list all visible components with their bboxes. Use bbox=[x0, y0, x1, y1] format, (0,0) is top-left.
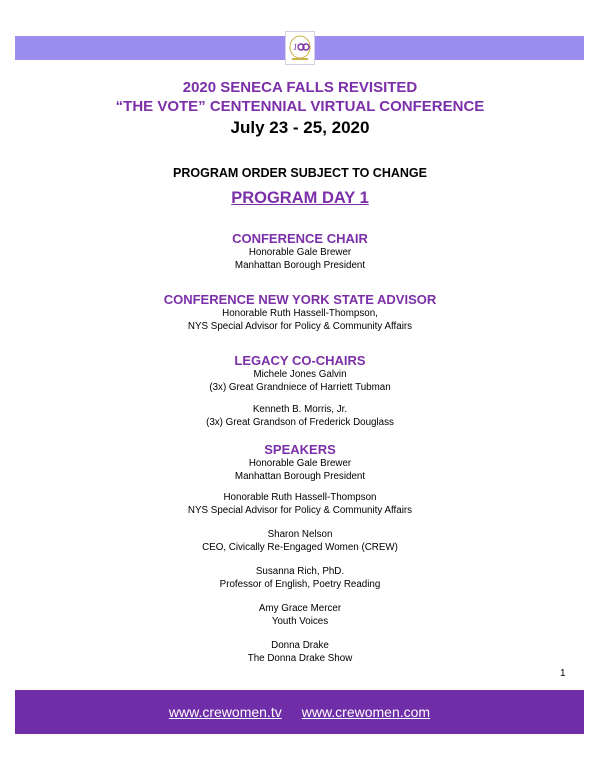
person-name: Sharon Nelson bbox=[267, 529, 333, 540]
person-role: NYS Special Advisor for Policy & Community Affairs bbox=[187, 504, 413, 516]
person-name: Amy Grace Mercer bbox=[258, 603, 342, 614]
speaker-entry bbox=[0, 566, 600, 591]
person-role: CEO, Civically Re-Engaged Women (CREW) bbox=[202, 541, 398, 553]
person-name: Honorable Gale Brewer bbox=[248, 247, 352, 258]
program-day-title-text: PROGRAM DAY 1 bbox=[231, 189, 369, 207]
program-day-title bbox=[0, 189, 600, 208]
conference-title-line1: 2020 SENECA FALLS REVISITED bbox=[182, 79, 418, 96]
person-role: NYS Special Advisor for Policy & Community Affairs bbox=[187, 320, 413, 332]
section-heading: CONFERENCE CHAIR bbox=[232, 231, 368, 246]
centennial-logo-icon bbox=[285, 31, 315, 65]
person-role: Youth Voices bbox=[271, 615, 329, 627]
speaker-entry bbox=[0, 492, 600, 517]
person-role: The Donna Drake Show bbox=[247, 652, 353, 664]
person-name: Susanna Rich, PhD. bbox=[255, 566, 345, 577]
program-change-notice: PROGRAM ORDER SUBJECT TO CHANGE bbox=[173, 166, 427, 180]
person-name: Honorable Gale Brewer bbox=[248, 458, 352, 469]
person-name: Kenneth B. Morris, Jr. bbox=[252, 404, 348, 415]
speakers-section bbox=[0, 442, 600, 483]
person-role: Manhattan Borough President bbox=[234, 259, 366, 271]
legacy-co-chairs-section bbox=[0, 353, 600, 394]
crewomen-tv-link[interactable]: www.crewomen.tv bbox=[168, 704, 282, 720]
section-heading: LEGACY CO-CHAIRS bbox=[234, 353, 366, 368]
state-advisor-section bbox=[0, 292, 600, 333]
person-name: Honorable Ruth Hassell-Thompson, bbox=[222, 308, 378, 319]
crewomen-com-link[interactable]: www.crewomen.com bbox=[301, 704, 431, 720]
person-role: (3x) Great Grandson of Frederick Douglass bbox=[206, 416, 394, 428]
speaker-entry bbox=[0, 529, 600, 554]
conference-dates: July 23 - 25, 2020 bbox=[230, 118, 370, 137]
section-heading: CONFERENCE NEW YORK STATE ADVISOR bbox=[163, 292, 437, 307]
conference-chair-section bbox=[0, 231, 600, 272]
conference-title-line2: “THE VOTE” CENTENNIAL VIRTUAL CONFERENCE bbox=[115, 98, 485, 115]
speaker-entry bbox=[0, 640, 600, 665]
person-name: Honorable Ruth Hassell-Thompson bbox=[223, 492, 377, 503]
conference-header bbox=[0, 78, 600, 139]
legacy-co-chair-2 bbox=[0, 404, 600, 429]
footer-banner bbox=[15, 690, 584, 734]
person-role: (3x) Great Grandniece of Harriett Tubman bbox=[209, 381, 391, 393]
section-heading: SPEAKERS bbox=[264, 442, 336, 457]
person-name: Donna Drake bbox=[271, 640, 329, 651]
person-role: Professor of English, Poetry Reading bbox=[219, 578, 381, 590]
person-name: Michele Jones Galvin bbox=[253, 369, 347, 380]
person-role: Manhattan Borough President bbox=[234, 470, 366, 482]
speaker-entry bbox=[0, 603, 600, 628]
svg-text:1: 1 bbox=[293, 42, 298, 52]
page-number: 1 bbox=[560, 668, 566, 679]
